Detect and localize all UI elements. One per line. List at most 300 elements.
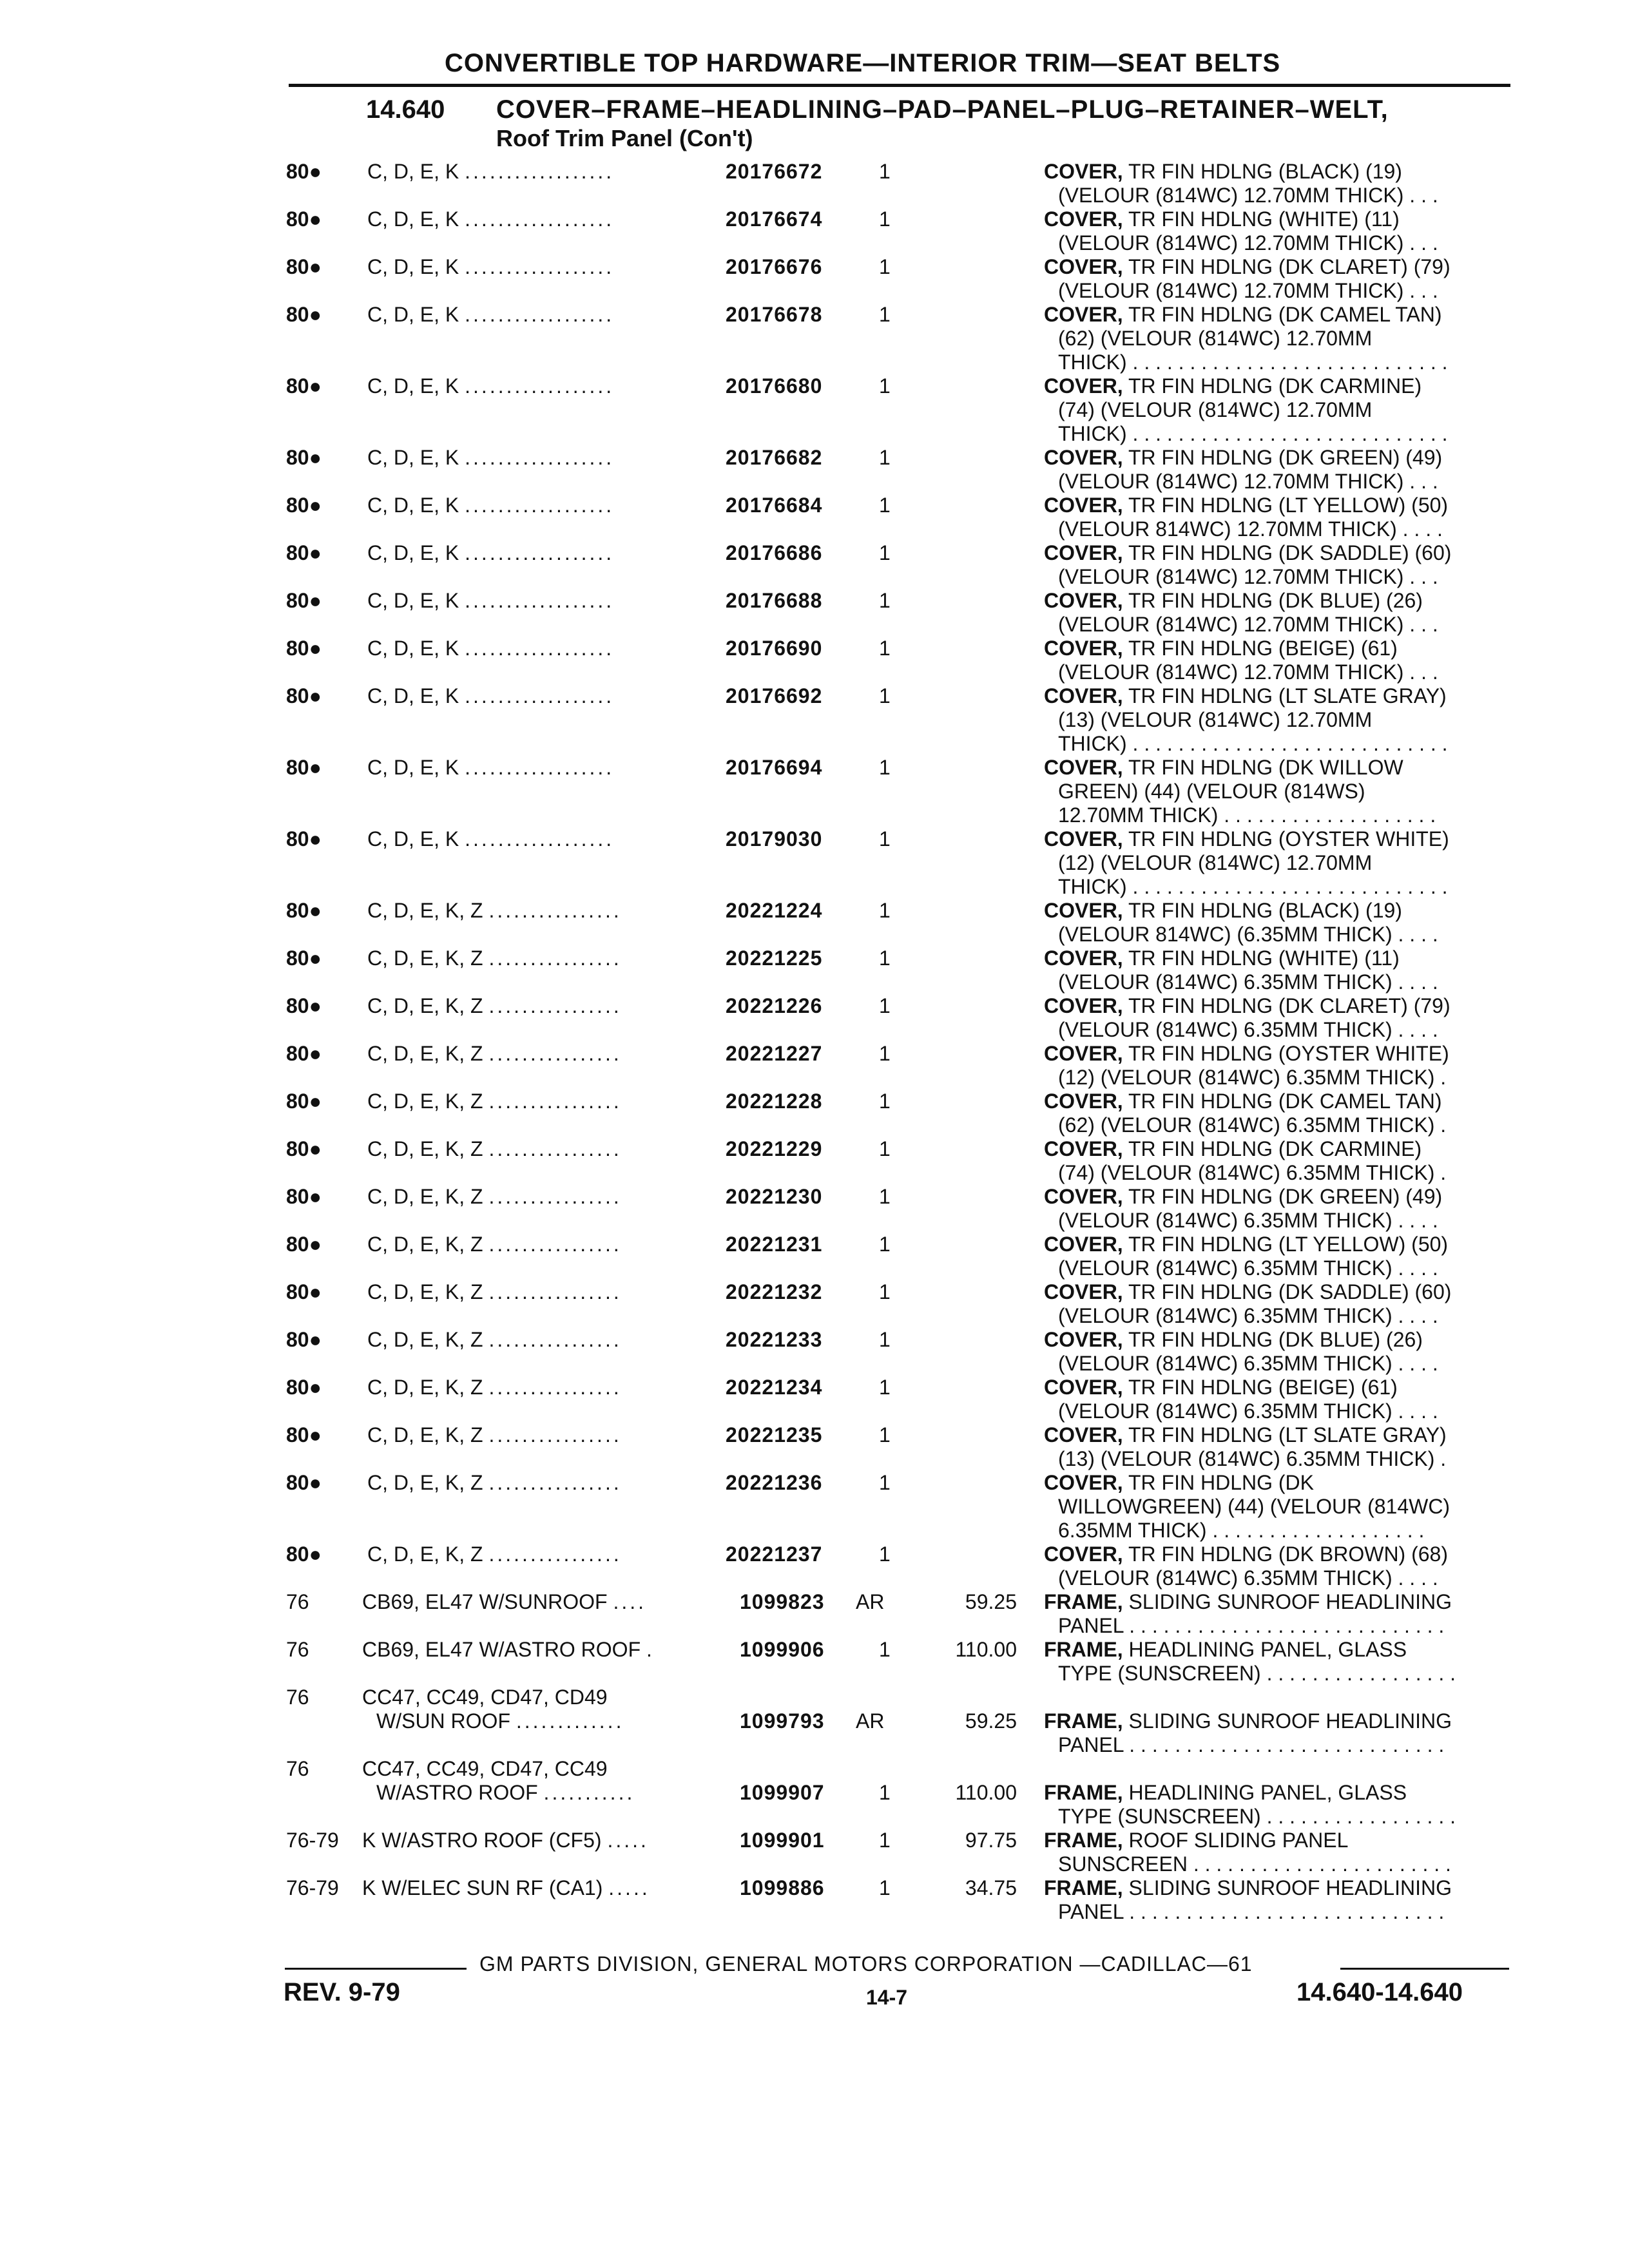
quantity: 1 [879, 1829, 891, 1852]
description-line [1044, 1066, 1508, 1090]
description-text: (VELOUR 814WC) (6.35MM THICK) . . . . [1058, 923, 1438, 946]
description-line [1044, 1852, 1508, 1876]
leader-dots: .................. [465, 207, 615, 231]
model-year: 80● [286, 374, 322, 398]
model-year: 80● [286, 160, 322, 183]
quantity: 1 [879, 255, 891, 278]
description [1044, 899, 1508, 947]
description-noun: COVER, [1044, 303, 1123, 326]
model-list [367, 684, 614, 708]
model-year: 80● [286, 994, 322, 1017]
description-text: TR FIN HDLNG (DK CAMEL TAN) [1128, 303, 1442, 326]
model-year: 80● [286, 1185, 322, 1208]
model-year: 80● [286, 1280, 322, 1303]
quantity: 1 [879, 1137, 891, 1160]
description-text: (VELOUR (814WC) 6.35MM THICK) . . . . [1058, 1018, 1438, 1041]
model-text: K W/ELEC SUN RF (CA1) [362, 1876, 603, 1899]
description-line [1044, 565, 1508, 589]
model-list [367, 1471, 622, 1495]
description-line [1044, 207, 1508, 231]
description-line [1044, 446, 1508, 470]
model-year: 80● [286, 1471, 322, 1494]
description-text: (VELOUR (814WC) 6.35MM THICK) . . . . [1058, 1256, 1438, 1280]
model-year: 80● [286, 207, 322, 231]
model-list [362, 1757, 635, 1805]
description-text: TR FIN HDLNG (DK BLUE) (26) [1128, 1328, 1423, 1351]
description-text: PANEL . . . . . . . . . . . . . . . . . . . . . . . . . . . . [1058, 1733, 1445, 1756]
model-line [367, 1042, 622, 1066]
model-line [367, 446, 614, 470]
description-text: TR FIN HDLNG (BLACK) (19) [1128, 899, 1402, 922]
model-line [362, 1638, 655, 1662]
description-line [1044, 851, 1508, 875]
description [1044, 1090, 1508, 1137]
description-text: 12.70MM THICK) . . . . . . . . . . . . . . . . . . . [1058, 803, 1436, 827]
quantity: 1 [879, 1233, 891, 1256]
description-line [1044, 1638, 1508, 1662]
description-noun: COVER, [1044, 1376, 1123, 1399]
description-noun: FRAME, [1044, 1709, 1123, 1733]
description-line [1044, 398, 1508, 422]
part-number: 20221234 [726, 1376, 823, 1399]
part-number: 20221230 [726, 1185, 823, 1208]
model-text: CC47, CC49, CD47, CC49 [362, 1757, 608, 1780]
description-noun: COVER, [1044, 494, 1123, 517]
model-text: C, D, E, K [367, 207, 459, 231]
model-line [367, 1471, 622, 1495]
description-line [1044, 1495, 1508, 1519]
description-text: THICK) . . . . . . . . . . . . . . . . . . . . . . . . . . . . [1058, 875, 1448, 898]
description-text: TR FIN HDLNG (LT SLATE GRAY) [1128, 1423, 1447, 1446]
model-line [362, 1686, 624, 1709]
description-line [1044, 923, 1508, 947]
leader-dots: ................ [488, 1542, 622, 1566]
description-text: TR FIN HDLNG (OYSTER WHITE) [1128, 1042, 1449, 1065]
description-text: TR FIN HDLNG (DK CARMINE) [1128, 374, 1422, 398]
quantity: 1 [879, 827, 891, 850]
description-text: SLIDING SUNROOF HEADLINING [1128, 1876, 1452, 1899]
description-line [1044, 1376, 1508, 1399]
quantity: AR [856, 1590, 885, 1613]
description [1044, 1709, 1508, 1757]
description-text: (13) (VELOUR (814WC) 6.35MM THICK) . [1058, 1447, 1447, 1470]
description-line [1044, 1185, 1508, 1209]
description-text: (VELOUR (814WC) 12.70MM THICK) . . . [1058, 184, 1438, 207]
part-number: 20221228 [726, 1090, 823, 1113]
model-line [362, 1829, 649, 1852]
quantity: 1 [879, 947, 891, 970]
leader-dots: .................. [465, 160, 615, 183]
model-list [367, 1090, 622, 1113]
leader-dots: ................ [488, 1042, 622, 1065]
model-line [367, 1090, 622, 1113]
model-text: CB69, EL47 W/SUNROOF [362, 1590, 608, 1613]
part-number: 20221235 [726, 1423, 823, 1446]
quantity: 1 [879, 994, 891, 1017]
quantity: 1 [879, 1876, 891, 1899]
description-text: PANEL . . . . . . . . . . . . . . . . . . . . . . . . . . . . [1058, 1614, 1445, 1637]
leader-dots: ................ [488, 947, 622, 970]
description-noun: COVER, [1044, 827, 1123, 850]
description-line [1044, 970, 1508, 994]
description-line [1044, 947, 1508, 970]
description-text: (VELOUR (814WC) 12.70MM THICK) . . . [1058, 613, 1438, 636]
description-noun: COVER, [1044, 446, 1123, 469]
description-line [1044, 422, 1508, 446]
leader-dots: ................ [488, 1328, 622, 1351]
model-list [362, 1829, 649, 1852]
description-line [1044, 231, 1508, 255]
price: 59.25 [965, 1709, 1017, 1733]
model-line [367, 541, 614, 565]
description-text: TR FIN HDLNG (DK CLARET) (79) [1128, 255, 1451, 278]
description-text: TR FIN HDLNG (BLACK) (19) [1128, 160, 1402, 183]
description-line [1044, 1256, 1508, 1280]
model-text: C, D, E, K, Z [367, 947, 483, 970]
description-line [1044, 1328, 1508, 1352]
leader-dots: ..... [607, 1829, 649, 1852]
model-text: W/ASTRO ROOF [376, 1781, 538, 1804]
part-number: 20221226 [726, 994, 823, 1017]
model-line [367, 827, 614, 851]
description-noun: COVER, [1044, 1042, 1123, 1065]
description-text: (12) (VELOUR (814WC) 6.35MM THICK) . [1058, 1066, 1447, 1089]
model-text: C, D, E, K [367, 255, 459, 278]
description-text: TR FIN HDLNG (WHITE) (11) [1128, 207, 1400, 231]
model-list [367, 446, 614, 470]
description [1044, 1876, 1508, 1924]
description-line [1044, 255, 1508, 279]
description-text: (12) (VELOUR (814WC) 12.70MM [1058, 851, 1373, 874]
model-list [367, 207, 614, 231]
leader-dots: ................ [488, 1471, 622, 1494]
model-year: 80● [286, 1090, 322, 1113]
model-line [367, 374, 614, 398]
model-list [367, 1423, 622, 1447]
description-text: (VELOUR (814WC) 12.70MM THICK) . . . [1058, 660, 1438, 684]
description-line [1044, 1447, 1508, 1471]
description-line [1044, 613, 1508, 637]
description-text: TR FIN HDLNG (WHITE) (11) [1128, 947, 1400, 970]
model-year: 80● [286, 1137, 322, 1160]
description [1044, 1280, 1508, 1328]
model-line [367, 1137, 622, 1161]
model-year: 80● [286, 1233, 322, 1256]
description-noun: COVER, [1044, 1471, 1123, 1494]
model-line [362, 1590, 646, 1614]
description-line [1044, 1709, 1508, 1733]
model-list [367, 756, 614, 780]
description-text: TYPE (SUNSCREEN) . . . . . . . . . . . . . . . . . [1058, 1662, 1456, 1685]
model-year: 80● [286, 541, 322, 564]
part-number: 20176676 [726, 255, 823, 278]
description [1044, 1829, 1508, 1876]
model-year: 76 [286, 1638, 309, 1661]
model-year: 76-79 [286, 1829, 339, 1852]
description-line [1044, 637, 1508, 660]
leader-dots: .................. [465, 494, 615, 517]
model-list [367, 303, 614, 327]
part-number: 20221237 [726, 1542, 823, 1566]
description-line [1044, 1233, 1508, 1256]
description-noun: COVER, [1044, 207, 1123, 231]
description-text: (74) (VELOUR (814WC) 12.70MM [1058, 398, 1373, 421]
description-text: (62) (VELOUR (814WC) 12.70MM [1058, 327, 1373, 350]
price: 110.00 [955, 1781, 1017, 1804]
description-line [1044, 1733, 1508, 1757]
leader-dots: ................ [488, 1376, 622, 1399]
quantity: 1 [879, 899, 891, 922]
description-noun: COVER, [1044, 589, 1123, 612]
description-line [1044, 732, 1508, 756]
description-line [1044, 327, 1508, 351]
description-line [1044, 827, 1508, 851]
model-text: C, D, E, K, Z [367, 1376, 483, 1399]
leader-dots: ................ [488, 994, 622, 1017]
leader-dots: .................. [465, 303, 615, 326]
description-line [1044, 708, 1508, 732]
description-text: (62) (VELOUR (814WC) 6.35MM THICK) . [1058, 1113, 1447, 1137]
description-noun: COVER, [1044, 374, 1123, 398]
section-subtitle: Roof Trim Panel (Con't) [496, 125, 753, 151]
model-list [367, 589, 614, 613]
part-number: 20221227 [726, 1042, 823, 1065]
quantity: 1 [879, 541, 891, 564]
description-text: HEADLINING PANEL, GLASS [1128, 1638, 1407, 1661]
description [1044, 541, 1508, 589]
quantity: 1 [879, 1042, 891, 1065]
quantity: 1 [879, 1423, 891, 1446]
description [1044, 494, 1508, 541]
leader-dots: ................ [488, 1137, 622, 1160]
description-text: (VELOUR (814WC) 6.35MM THICK) . . . . [1058, 1304, 1438, 1327]
description [1044, 1233, 1508, 1280]
description-text: (VELOUR (814WC) 6.35MM THICK) . . . . [1058, 970, 1438, 994]
description-noun: FRAME, [1044, 1876, 1123, 1899]
model-line [362, 1781, 635, 1805]
description-noun: COVER, [1044, 160, 1123, 183]
leader-dots: ..... [608, 1876, 650, 1899]
quantity: 1 [879, 1090, 891, 1113]
description-text: TYPE (SUNSCREEN) . . . . . . . . . . . . . . . . . [1058, 1805, 1456, 1828]
description [1044, 1542, 1508, 1590]
description [1044, 947, 1508, 994]
quantity: 1 [879, 684, 891, 707]
quantity: 1 [879, 374, 891, 398]
description-text: THICK) . . . . . . . . . . . . . . . . . . . . . . . . . . . . [1058, 422, 1448, 445]
model-list [367, 1042, 622, 1066]
description-line [1044, 1423, 1508, 1447]
section-title: COVER–FRAME–HEADLINING–PAD–PANEL–PLUG–RETAINER–WELT, [496, 95, 1389, 124]
description-text: TR FIN HDLNG (DK BLUE) (26) [1128, 589, 1423, 612]
model-text: C, D, E, K [367, 541, 459, 564]
model-text: CB69, EL47 W/ASTRO ROOF [362, 1638, 641, 1661]
description-text: (VELOUR (814WC) 12.70MM THICK) . . . [1058, 231, 1438, 255]
description-text: (VELOUR (814WC) 12.70MM THICK) . . . [1058, 279, 1438, 302]
description-line [1044, 303, 1508, 327]
model-line [362, 1876, 650, 1900]
description-text: (13) (VELOUR (814WC) 12.70MM [1058, 708, 1373, 731]
part-number: 20221224 [726, 899, 823, 922]
model-text: C, D, E, K, Z [367, 1090, 483, 1113]
description-text: TR FIN HDLNG (DK GREEN) (49) [1128, 446, 1443, 469]
model-list [367, 637, 614, 660]
model-year: 80● [286, 947, 322, 970]
part-number: 20176672 [726, 160, 823, 183]
description-text: ROOF SLIDING PANEL [1128, 1829, 1349, 1852]
description-text: THICK) . . . . . . . . . . . . . . . . . . . . . . . . . . . . [1058, 732, 1448, 755]
description [1044, 446, 1508, 494]
model-list [367, 160, 614, 184]
description-line [1044, 684, 1508, 708]
description-noun: COVER, [1044, 684, 1123, 707]
model-list [367, 1233, 622, 1256]
description [1044, 1638, 1508, 1686]
description [1044, 1590, 1508, 1638]
description-line [1044, 1590, 1508, 1614]
part-number: 20176682 [726, 446, 823, 469]
description [1044, 255, 1508, 303]
section-number: 14.640 [366, 95, 445, 124]
model-text: C, D, E, K, Z [367, 1423, 483, 1446]
description-text: TR FIN HDLNG (OYSTER WHITE) [1128, 827, 1449, 850]
part-number: 20176684 [726, 494, 823, 517]
description-line [1044, 1542, 1508, 1566]
model-line [367, 1280, 622, 1304]
model-year: 76 [286, 1590, 309, 1613]
description-text: TR FIN HDLNG (DK WILLOW [1128, 756, 1403, 779]
description-line [1044, 1042, 1508, 1066]
description-line [1044, 589, 1508, 613]
model-text: C, D, E, K [367, 374, 459, 398]
description [1044, 637, 1508, 684]
model-line [367, 637, 614, 660]
model-text: CC47, CC49, CD47, CD49 [362, 1686, 608, 1709]
model-line [362, 1709, 624, 1733]
description-line [1044, 160, 1508, 184]
description-noun: COVER, [1044, 1137, 1123, 1160]
quantity: 1 [879, 446, 891, 469]
quantity: 1 [879, 1376, 891, 1399]
model-line [367, 589, 614, 613]
description-noun: FRAME, [1044, 1590, 1123, 1613]
part-number: 20176686 [726, 541, 823, 564]
description-line [1044, 1614, 1508, 1638]
description-noun: FRAME, [1044, 1829, 1123, 1852]
description-text: PANEL . . . . . . . . . . . . . . . . . . . . . . . . . . . . [1058, 1900, 1445, 1923]
description-noun: COVER, [1044, 255, 1123, 278]
description-text: THICK) . . . . . . . . . . . . . . . . . . . . . . . . . . . . [1058, 351, 1448, 374]
revision-label: REV. 9-79 [284, 1978, 400, 2006]
description-text: SLIDING SUNROOF HEADLINING [1128, 1590, 1452, 1613]
model-year: 76 [286, 1686, 309, 1709]
leader-dots: ................ [488, 1090, 622, 1113]
description-noun: COVER, [1044, 756, 1123, 779]
part-number: 20176680 [726, 374, 823, 398]
description-text: HEADLINING PANEL, GLASS [1128, 1781, 1407, 1804]
model-year: 80● [286, 494, 322, 517]
description-line [1044, 517, 1508, 541]
model-year: 80● [286, 1423, 322, 1446]
description-text: WILLOWGREEN) (44) (VELOUR (814WC) [1058, 1495, 1451, 1518]
description-line [1044, 660, 1508, 684]
description [1044, 756, 1508, 827]
description-noun: COVER, [1044, 1542, 1123, 1566]
header-divider [289, 84, 1510, 87]
description [1044, 589, 1508, 637]
model-list [367, 1328, 622, 1352]
model-line [367, 684, 614, 708]
model-text: C, D, E, K [367, 494, 459, 517]
description-text: TR FIN HDLNG (DK CLARET) (79) [1128, 994, 1451, 1017]
model-line [367, 494, 614, 517]
model-text: W/SUN ROOF [376, 1709, 510, 1733]
leader-dots: .................. [465, 541, 615, 564]
model-line [367, 1423, 622, 1447]
model-list [367, 1376, 622, 1399]
description-text: TR FIN HDLNG (DK SADDLE) (60) [1128, 1280, 1452, 1303]
description-line [1044, 1209, 1508, 1233]
part-number: 20176692 [726, 684, 823, 707]
leader-dots: ................ [488, 1185, 622, 1208]
description-noun: COVER, [1044, 899, 1123, 922]
model-list [367, 255, 614, 279]
model-line [367, 160, 614, 184]
description [1044, 1471, 1508, 1542]
model-text: C, D, E, K, Z [367, 1280, 483, 1303]
description-noun: FRAME, [1044, 1638, 1123, 1661]
model-list [367, 374, 614, 398]
description [1044, 303, 1508, 374]
quantity: 1 [879, 1328, 891, 1351]
description [1044, 1042, 1508, 1090]
model-text: C, D, E, K, Z [367, 1185, 483, 1208]
part-number: 20176674 [726, 207, 823, 231]
description-line [1044, 374, 1508, 398]
model-text: C, D, E, K [367, 827, 459, 850]
description-line [1044, 756, 1508, 780]
model-list [367, 827, 614, 851]
description-noun: COVER, [1044, 1328, 1123, 1351]
description [1044, 1423, 1508, 1471]
price: 97.75 [965, 1829, 1017, 1852]
model-year: 76 [286, 1757, 309, 1780]
description [1044, 207, 1508, 255]
leader-dots: .................. [465, 756, 615, 779]
quantity: 1 [879, 1542, 891, 1566]
description-noun: COVER, [1044, 994, 1123, 1017]
model-text: C, D, E, K [367, 303, 459, 326]
description-text: 6.35MM THICK) . . . . . . . . . . . . . . . . . . . [1058, 1519, 1425, 1542]
model-list [367, 1137, 622, 1161]
description-line [1044, 1519, 1508, 1542]
part-number: 1099907 [740, 1781, 825, 1804]
quantity: 1 [879, 1185, 891, 1208]
model-list [367, 1542, 622, 1566]
description-text: TR FIN HDLNG (DK CAMEL TAN) [1128, 1090, 1442, 1113]
model-line [362, 1757, 635, 1781]
model-year: 80● [286, 827, 322, 850]
part-number: 20176690 [726, 637, 823, 660]
model-line [367, 303, 614, 327]
description-text: (74) (VELOUR (814WC) 6.35MM THICK) . [1058, 1161, 1447, 1184]
model-year: 76-79 [286, 1876, 339, 1899]
model-text: C, D, E, K, Z [367, 1233, 483, 1256]
description-text: TR FIN HDLNG (DK SADDLE) (60) [1128, 541, 1452, 564]
description-line [1044, 1829, 1508, 1852]
description [1044, 1137, 1508, 1185]
description-text: (VELOUR (814WC) 12.70MM THICK) . . . [1058, 470, 1438, 493]
